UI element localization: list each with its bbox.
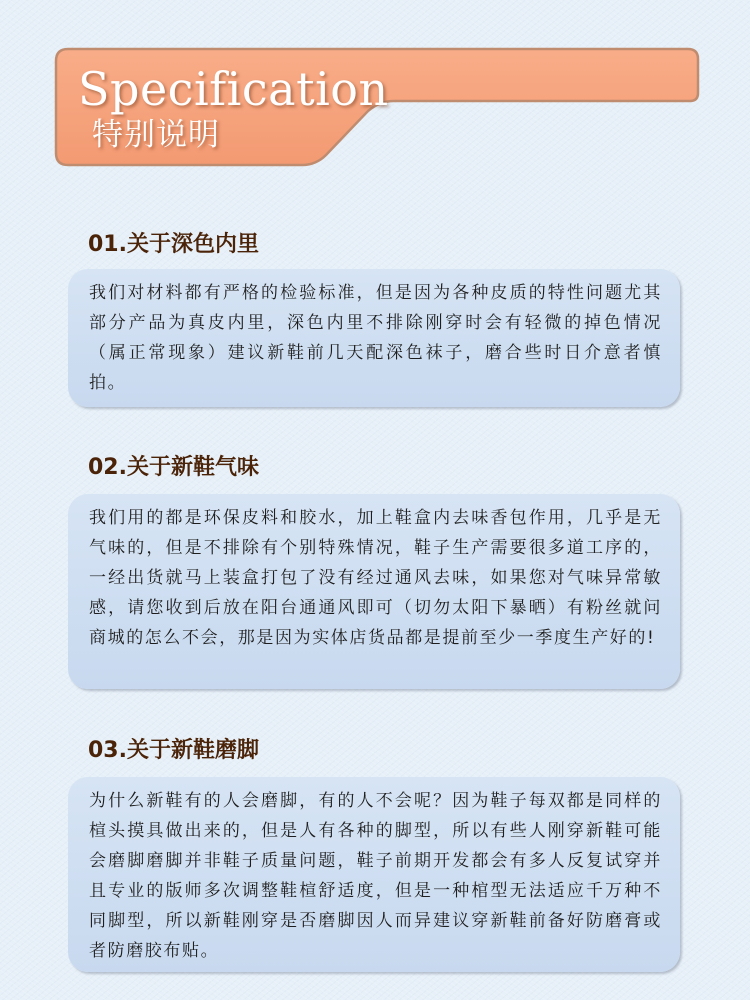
banner-title-en: Specification [78, 62, 389, 116]
banner-title-cn: 特别说明 [92, 117, 220, 153]
section-box-dark-lining [68, 269, 680, 407]
section-body-new-shoe-rubbing: 为什么新鞋有的人会磨脚，有的人不会呢？因为鞋子每双都是同样的楦头摸具做出来的，但是人有各种的脚型，所以有些人刚穿新鞋可能会磨脚磨脚并非鞋子质量问题，鞋子前期开发都会有多人反复试穿并且专业的版师多次调整鞋楦舒适度，但是一种棺型无法适应千万种不同脚型，所以新鞋刚穿是否磨脚因人而异建议穿新鞋前备好防磨膏或者防磨胶布贴。 [89, 791, 662, 961]
section-title-dark-lining: 01.关于深色内里 [88, 232, 259, 257]
section-box-new-shoe-rubbing [68, 777, 680, 972]
header-banner [54, 47, 700, 173]
section-box-new-shoe-odor [68, 494, 680, 689]
section-title-new-shoe-rubbing: 03.关于新鞋磨脚 [88, 738, 259, 763]
section-body-new-shoe-odor: 我们用的都是环保皮料和胶水，加上鞋盒内去味香包作用，几乎是无气味的，但是不排除有个别特殊情况，鞋子生产需要很多道工序的，一经出货就马上装盒打包了没有经过通风去味，如果您对气味异常敏感，请您收到后放在阳台通通风即可（切勿太阳下暴晒）有粉丝就问商城的怎么不会，那是因为实体店货品都是提前至少一季度生产好的! [89, 508, 662, 648]
section-body-dark-lining: 我们对材料都有严格的检验标准，但是因为各种皮质的特性问题尤其部分产品为真皮内里，深色内里不排除刚穿时会有轻微的掉色情况（属正常现象）建议新鞋前几天配深色袜子，磨合些时日介意者慎拍。 [89, 283, 662, 393]
section-title-new-shoe-odor: 02.关于新鞋气味 [88, 455, 259, 480]
